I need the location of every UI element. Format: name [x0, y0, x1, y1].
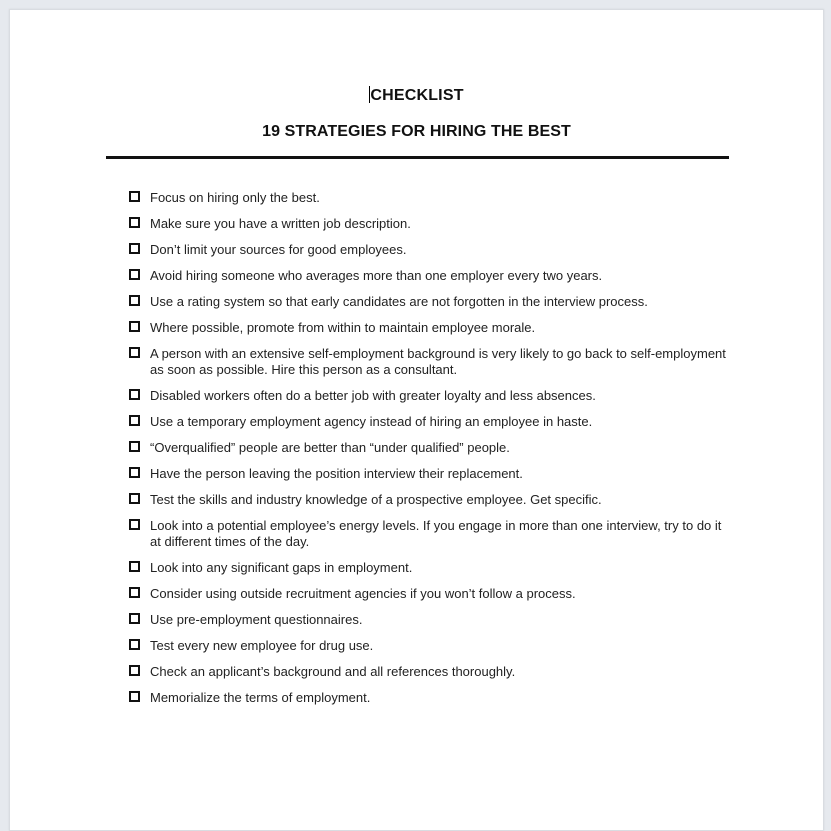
list-item-text: A person with an extensive self-employment background is very likely to go back to self-employment as soon as possible. Hire this person as a consultant.: [150, 346, 726, 377]
list-item: [129, 492, 729, 508]
list-item-text: Make sure you have a written job description.: [150, 216, 411, 231]
checkbox-icon[interactable]: [129, 493, 140, 504]
list-item-text: Look into any significant gaps in employment.: [150, 560, 413, 575]
list-item: [129, 690, 729, 706]
checkbox-icon[interactable]: [129, 217, 140, 228]
divider-line: [106, 156, 729, 159]
checkbox-icon[interactable]: [129, 389, 140, 400]
list-item-text: Test every new employee for drug use.: [150, 638, 374, 653]
list-item-text: Avoid hiring someone who averages more than one employer every two years.: [150, 268, 603, 283]
list-item: [129, 294, 729, 310]
checkbox-icon[interactable]: [129, 467, 140, 478]
checkbox-icon[interactable]: [129, 295, 140, 306]
list-item: [129, 638, 729, 654]
document-title-text: CHECKLIST: [370, 87, 464, 104]
list-item: [129, 346, 729, 378]
list-item-text: Test the skills and industry knowledge of a prospective employee. Get specific.: [150, 492, 602, 507]
list-item-text: Consider using outside recruitment agencies if you won’t follow a process.: [150, 586, 576, 601]
list-item-text: Disabled workers often do a better job with greater loyalty and less absences.: [150, 388, 596, 403]
checkbox-icon[interactable]: [129, 561, 140, 572]
list-item-text: Look into a potential employee’s energy levels. If you engage in more than one interview, try to do it at different times of the day.: [150, 518, 722, 549]
list-item: [129, 242, 729, 258]
list-item: [129, 440, 729, 456]
checkbox-icon[interactable]: [129, 243, 140, 254]
checkbox-icon[interactable]: [129, 587, 140, 598]
document-subtitle: 19 STRATEGIES FOR HIRING THE BEST: [262, 123, 571, 140]
checkbox-icon[interactable]: [129, 613, 140, 624]
checkbox-icon[interactable]: [129, 415, 140, 426]
checkbox-icon[interactable]: [129, 269, 140, 280]
list-item: [129, 268, 729, 284]
list-item-text: “Overqualified” people are better than “under qualified” people.: [150, 440, 510, 455]
list-item-text: Check an applicant’s background and all references thoroughly.: [150, 664, 516, 679]
list-item-text: Use a temporary employment agency instead of hiring an employee in haste.: [150, 414, 593, 429]
list-item: [129, 612, 729, 628]
checkbox-icon[interactable]: [129, 347, 140, 358]
checklist: [129, 190, 729, 716]
checkbox-icon[interactable]: [129, 691, 140, 702]
list-item: [129, 586, 729, 602]
checkbox-icon[interactable]: [129, 441, 140, 452]
list-item: [129, 518, 729, 550]
list-item-text: Have the person leaving the position interview their replacement.: [150, 466, 523, 481]
list-item: [129, 664, 729, 680]
list-item-text: Where possible, promote from within to maintain employee morale.: [150, 320, 536, 335]
checkbox-icon[interactable]: [129, 321, 140, 332]
list-item: [129, 190, 729, 206]
checkbox-icon[interactable]: [129, 191, 140, 202]
list-item: [129, 466, 729, 482]
list-item: [129, 414, 729, 430]
list-item-text: Focus on hiring only the best.: [150, 190, 320, 205]
list-item: [129, 560, 729, 576]
list-item-text: Memorialize the terms of employment.: [150, 690, 371, 705]
checkbox-icon[interactable]: [129, 665, 140, 676]
list-item: [129, 388, 729, 404]
list-item-text: Use pre-employment questionnaires.: [150, 612, 363, 627]
list-item-text: Don’t limit your sources for good employees.: [150, 242, 407, 257]
list-item: [129, 320, 729, 336]
list-item: [129, 216, 729, 232]
list-item-text: Use a rating system so that early candidates are not forgotten in the interview process.: [150, 294, 648, 309]
document-page[interactable]: [9, 9, 824, 831]
checkbox-icon[interactable]: [129, 639, 140, 650]
checkbox-icon[interactable]: [129, 519, 140, 530]
document-title[interactable]: [10, 86, 823, 105]
